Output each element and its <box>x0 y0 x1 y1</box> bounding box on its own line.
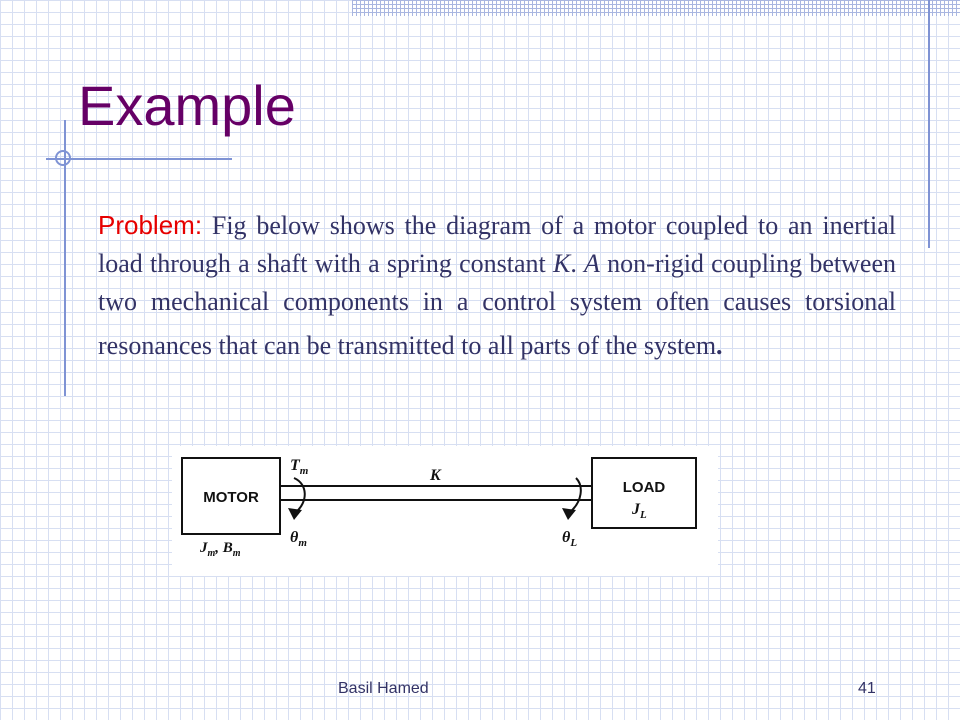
load-label: LOAD <box>622 479 666 496</box>
problem-text-3: non-rigid coupling between two mechanical components in a control system often causes torsional resonances that can be <box>98 249 896 360</box>
torque-arrow-motor <box>294 478 305 512</box>
right-accent-line <box>928 0 930 248</box>
spring-constant-symbol: K <box>552 249 571 278</box>
motor-load-diagram <box>172 446 718 576</box>
title-underline <box>46 158 232 160</box>
problem-text-end: . <box>716 331 723 360</box>
torque-arrowhead <box>288 508 302 520</box>
problem-last-line <box>338 327 723 365</box>
top-decorative-band <box>352 0 960 16</box>
footer-page-number: 41 <box>858 680 876 697</box>
corner-ring-decoration <box>55 150 71 166</box>
motor-params-label: $J_m$, $B_m$ <box>200 540 241 559</box>
problem-italic-a: A <box>584 249 600 278</box>
motor-label: MOTOR <box>203 489 259 506</box>
load-inertia-label: $J_L$ <box>632 501 647 521</box>
torque-label: $T_m$ <box>290 457 309 477</box>
theta-l-label: $\theta_L$ <box>562 529 578 549</box>
spring-label: K <box>430 467 441 484</box>
problem-text-4: transmitted to all parts of the system <box>337 331 717 360</box>
theta-m-label: $\theta_m$ <box>290 529 307 549</box>
problem-statement <box>98 206 896 365</box>
diagram-svg <box>172 446 718 576</box>
footer-author: Basil Hamed <box>338 680 429 697</box>
problem-label: Problem: <box>98 210 203 240</box>
problem-text-1: Fig below shows the diagram of a motor coupled to an inertial load through a shaft with a spring constant <box>98 211 896 278</box>
theta-arrow-load <box>570 478 581 512</box>
theta-load-arrowhead <box>562 508 576 520</box>
slide-title: Example <box>78 74 296 137</box>
problem-text-2: . <box>570 249 585 278</box>
